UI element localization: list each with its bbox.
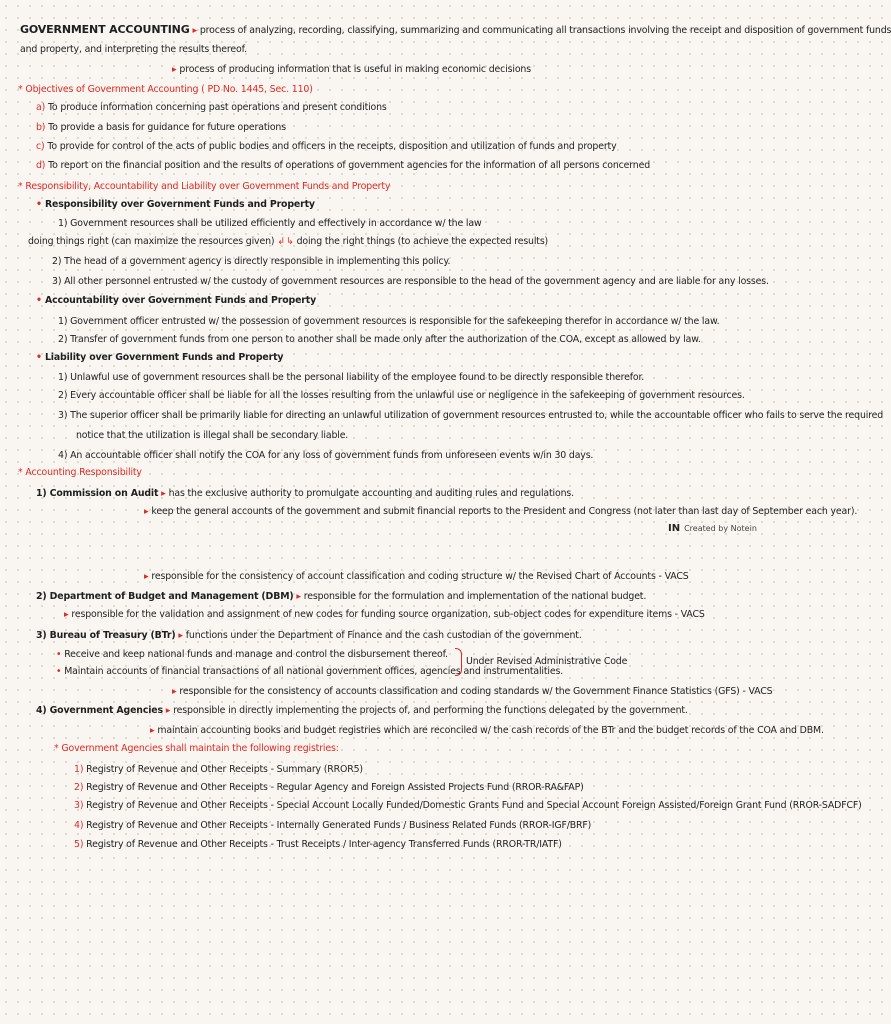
notein-logo-icon: IN xyxy=(668,523,681,534)
objective-item: c) To provide for control of the acts of public bodies and officers in the receipts, disposition and utilization of funds and property xyxy=(36,141,617,152)
registries-heading: * Government Agencies shall maintain the following registries: xyxy=(54,743,339,754)
main-title: GOVERNMENT ACCOUNTING xyxy=(20,23,190,36)
ga-line: 4) Government Agencies ▸ responsible in directly implementing the projects of, and performing the functions delegated by the government. xyxy=(36,705,688,716)
registry-item: 2) Registry of Revenue and Other Receipts - Regular Agency and Foreign Assisted Projects Fund (RROR-RA&FAP) xyxy=(74,782,584,793)
dbm-label: 2) Department of Budget and Management (DBM) xyxy=(36,591,294,602)
btr-bullet: • Receive and keep national funds and manage and control the disbursement thereof. xyxy=(56,649,448,660)
responsibility-note-right: ↳ doing the right things (to achieve the expected results) xyxy=(286,236,549,247)
objective-item: a) To produce information concerning past operations and present conditions xyxy=(36,102,387,113)
liability-item: 1) Unlawful use of government resources shall be the personal liability of the employee found to be directly responsible therefor. xyxy=(58,372,645,383)
registry-item: 1) Registry of Revenue and Other Receipts - Summary (RROR5) xyxy=(74,764,363,775)
dbm-line: 2) Department of Budget and Management (DBM) ▸ responsible for the formulation and implementation of the national budget. xyxy=(36,591,647,602)
liability-item: 2) Every accountable officer shall be liable for all the losses resulting from the unlawful use or negligence in the safekeeping of government resources. xyxy=(58,390,745,401)
bullet-icon: • xyxy=(56,666,62,677)
coa-line: 1) Commission on Audit ▸ has the exclusive authority to promulgate accounting and auditing rules and regulations. xyxy=(36,488,574,499)
notein-logo: IN Created by Notein xyxy=(668,523,757,534)
coa-label: 1) Commission on Audit xyxy=(36,488,159,499)
accountability-heading: • Accountability over Government Funds and Property xyxy=(36,295,317,306)
bullet-icon: • xyxy=(36,199,42,210)
registry-item: 5) Registry of Revenue and Other Receipts - Trust Receipts / Inter-agency Transferred Funds (RROR-TR/IATF) xyxy=(74,839,562,850)
arrow-left-icon: ↲ xyxy=(277,236,285,247)
objective-item: d) To report on the financial position and the results of operations of government agencies for the information of all persons concerned xyxy=(36,160,651,171)
arrow-icon: ▸ xyxy=(296,591,301,602)
ga-line-2: ▸ maintain accounting books and budget registries which are reconciled w/ the cash records of the BTr and the budget records of the COA and DBM. xyxy=(150,725,824,736)
arrow-icon: ▸ xyxy=(178,630,183,641)
dbm-line-2: ▸ responsible for the validation and assignment of new codes for funding source organization, sub-object codes for expenditure items - VACS xyxy=(64,609,705,620)
responsibility-item: 3) All other personnel entrusted w/ the custody of government resources are responsible to the head of the government agency and are liable for any losses. xyxy=(52,276,769,287)
registry-item: 3) Registry of Revenue and Other Receipts - Special Account Locally Funded/Domestic Grants Fund and Special Account Foreign Assisted/Foreign Grant Fund (RROR-SADFCF) xyxy=(74,800,862,811)
asterisk-icon: * xyxy=(18,181,23,192)
objectives-heading: * Objectives of Government Accounting ( PD No. 1445, Sec. 110) xyxy=(18,84,313,95)
responsibility-heading: • Responsibility over Government Funds and Property xyxy=(36,199,315,210)
ga-label: 4) Government Agencies xyxy=(36,705,163,716)
arrow-icon: ▸ xyxy=(172,64,177,75)
arrow-icon: ▸ xyxy=(161,488,166,499)
definition-line: GOVERNMENT ACCOUNTING ▸ process of analyzing, recording, classifying, summarizing and communicating all transactions involving the receipt and disposition of government funds xyxy=(20,23,891,36)
btr-label: 3) Bureau of Treasury (BTr) xyxy=(36,630,176,641)
arrow-icon: ▸ xyxy=(192,25,198,36)
asterisk-icon: * xyxy=(18,467,23,478)
definition-continuation: and property, and interpreting the results thereof. xyxy=(20,44,247,55)
arrow-right-icon: ↳ xyxy=(286,236,294,247)
accountability-item: 2) Transfer of government funds from one person to another shall be made only after the authorization of the COA, except as allowed by law. xyxy=(58,334,701,345)
liability-item-continuation: notice that the utilization is illegal shall be secondary liable. xyxy=(76,430,349,441)
arrow-icon: ▸ xyxy=(165,705,171,716)
definition-line-2: ▸ process of producing information that is useful in making economic decisions xyxy=(172,64,531,75)
brace-icon xyxy=(455,648,462,676)
liability-item: 4) An accountable officer shall notify the COA for any loss of government funds from unforeseen events w/in 30 days. xyxy=(58,450,594,461)
btr-line-2: ▸ responsible for the consistency of accounts classification and coding standards w/ the Government Finance Statistics (GFS) - VACS xyxy=(172,686,773,697)
bullet-icon: • xyxy=(36,295,42,306)
accounting-responsibility-heading: * Accounting Responsibility xyxy=(18,467,142,478)
brace-note: Under Revised Administrative Code xyxy=(466,656,628,667)
asterisk-icon: * xyxy=(18,84,23,95)
bullet-icon: • xyxy=(56,649,62,660)
arrow-icon: ▸ xyxy=(150,725,155,736)
arrow-icon: ▸ xyxy=(144,506,149,517)
rab-heading: * Responsibility, Accountability and Liability over Government Funds and Property xyxy=(18,181,391,192)
arrow-icon: ▸ xyxy=(172,686,177,697)
arrow-icon: ▸ xyxy=(64,609,69,620)
arrow-icon: ▸ xyxy=(144,571,149,582)
liability-item: 3) The superior officer shall be primarily liable for directing an unlawful utilization of government resources entrusted to, while the accountable officer who fails to serve the required xyxy=(58,410,884,421)
accountability-item: 1) Government officer entrusted w/ the possession of government resources is responsible for the safekeeping therefor in accordance w/ the law. xyxy=(58,316,720,327)
responsibility-item: 2) The head of a government agency is directly responsible in implementing this policy. xyxy=(52,256,451,267)
liability-heading: • Liability over Government Funds and Property xyxy=(36,352,284,363)
responsibility-note-left: doing things right (can maximize the resources given) ↲ xyxy=(28,236,285,247)
objective-item: b) To provide a basis for guidance for future operations xyxy=(36,122,286,133)
responsibility-item: 1) Government resources shall be utilized efficiently and effectively in accordance w/ the law xyxy=(58,218,482,229)
coa-vacs-line: ▸ responsible for the consistency of account classification and coding structure w/ the Revised Chart of Accounts - VACS xyxy=(144,571,689,582)
coa-line-2: ▸ keep the general accounts of the government and submit financial reports to the President and Congress (not later than last day of September each year). xyxy=(144,506,858,517)
registry-item: 4) Registry of Revenue and Other Receipts - Internally Generated Funds / Business Related Funds (RROR-IGF/BRF) xyxy=(74,820,592,831)
btr-bullet: • Maintain accounts of financial transactions of all national government offices, agencies and instrumentalities. xyxy=(56,666,564,677)
btr-line: 3) Bureau of Treasury (BTr) ▸ functions under the Department of Finance and the cash custodian of the government. xyxy=(36,630,582,641)
bullet-icon: • xyxy=(36,352,42,363)
asterisk-icon: * xyxy=(54,743,59,754)
